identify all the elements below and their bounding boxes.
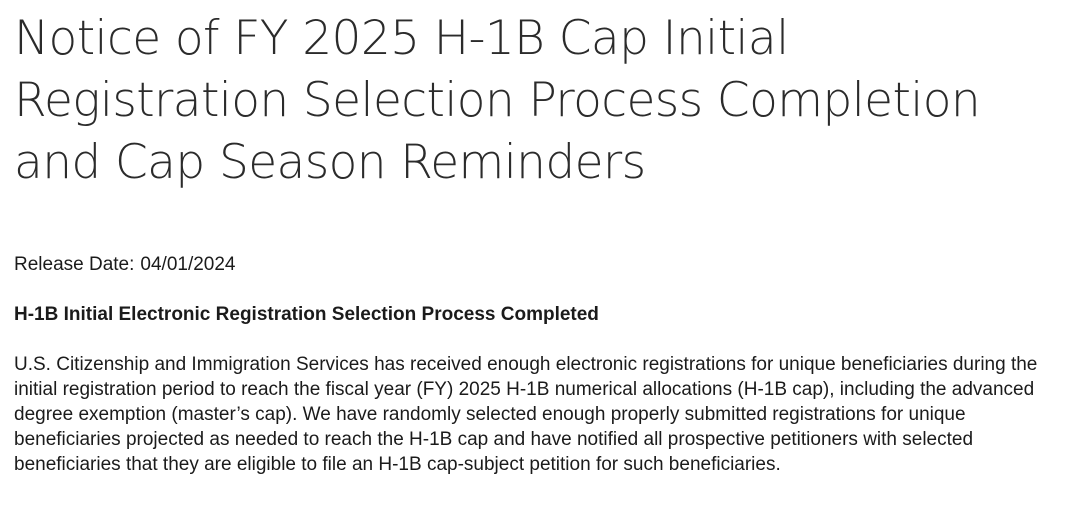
body-paragraph: U.S. Citizenship and Immigration Services has received enough electronic registrations for unique beneficiaries during the initial registration period to reach the fiscal year (FY) 2025 H-1B numerical allocations (H-1B cap), including the advanced degree exemption (master’s cap). We have randomly selected enough properly submitted registrations for unique beneficiaries projected as needed to reach the H-1B cap and have notified all prospective petitioners with selected beneficiaries that they are eligible to file an H-1B cap-subject petition for such beneficiaries.: [14, 354, 1038, 475]
release-date-line: [14, 252, 236, 278]
page-title: Notice of FY 2025 H-1B Cap Initial Registration Selection Process Completion and Cap Season Reminders: [14, 11, 981, 190]
release-date-label: Release Date:: [14, 254, 135, 275]
release-date-value: 04/01/2024: [140, 254, 236, 275]
section-heading: H-1B Initial Electronic Registration Selection Process Completed: [14, 304, 599, 325]
